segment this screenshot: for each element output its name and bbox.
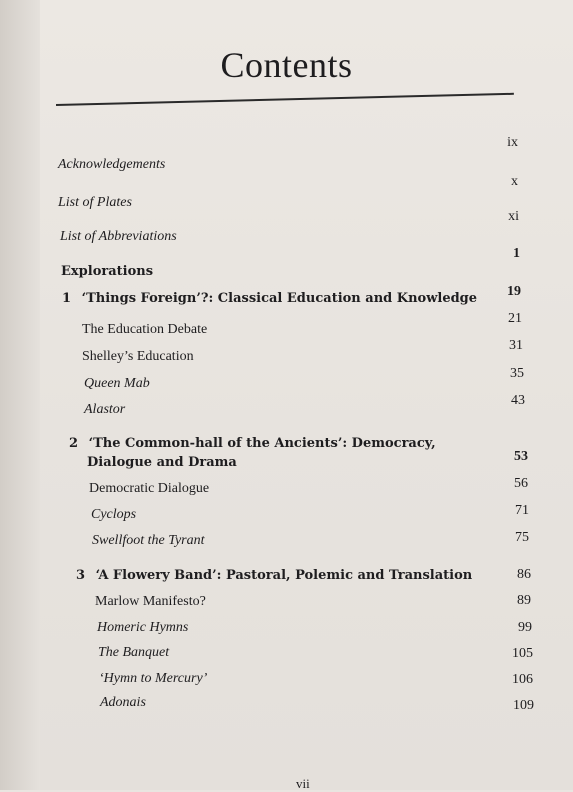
toc-section-page: 31 bbox=[509, 338, 523, 353]
chapter-1-page: 19 bbox=[507, 284, 521, 299]
chapter-title-line-2: Dialogue and Drama bbox=[87, 455, 237, 470]
toc-section: Cyclops bbox=[91, 507, 137, 522]
toc-entry-explorations: Explorations bbox=[61, 264, 154, 279]
toc-section: Swellfoot the Tyrant bbox=[92, 533, 205, 548]
toc-section: Adonais bbox=[100, 695, 146, 710]
toc-section: Alastor bbox=[84, 402, 126, 417]
toc-section: Queen Mab bbox=[84, 376, 150, 391]
toc-section: Shelley’s Education bbox=[82, 349, 194, 364]
chapter-title-line-1: ‘The Common-hall of the Ancients’: Democracy, bbox=[88, 436, 436, 451]
toc-section-page: 21 bbox=[508, 311, 522, 326]
toc-entry-acknowledgements: Acknowledgements bbox=[58, 157, 166, 172]
toc-entry-list-of-abbreviations: List of Abbreviations bbox=[60, 229, 177, 244]
page-folio: vii bbox=[296, 776, 310, 791]
toc-page-list-of-abbreviations: xi bbox=[508, 209, 519, 224]
toc-section: Democratic Dialogue bbox=[89, 481, 210, 496]
title-rule bbox=[56, 93, 514, 106]
toc-section-page: 43 bbox=[511, 393, 525, 408]
toc-section-page: 35 bbox=[510, 366, 524, 381]
page-gutter-shadow bbox=[0, 0, 40, 790]
chapter-title: ‘Things Foreign’?: Classical Education and Knowledge bbox=[81, 291, 478, 306]
chapter-3-heading bbox=[76, 568, 472, 583]
chapter-2-page: 53 bbox=[514, 449, 528, 464]
page-title: Contents bbox=[220, 45, 353, 85]
toc-page-explorations: 1 bbox=[513, 246, 520, 261]
toc-section: Marlow Manifesto? bbox=[95, 594, 206, 609]
toc-section-page: 106 bbox=[512, 672, 533, 687]
toc-section-page: 56 bbox=[514, 476, 528, 491]
chapter-title: ‘A Flowery Band’: Pastoral, Polemic and Translation bbox=[95, 568, 473, 583]
toc-page-acknowledgements: ix bbox=[507, 135, 518, 150]
toc-entry-list-of-plates: List of Plates bbox=[58, 195, 132, 210]
toc-section-page: 71 bbox=[515, 503, 529, 518]
chapter-number: 3 bbox=[76, 568, 86, 583]
chapter-number: 2 bbox=[69, 436, 79, 451]
toc-page-list-of-plates: x bbox=[511, 174, 518, 189]
toc-section-page: 105 bbox=[512, 646, 533, 661]
toc-section: Homeric Hymns bbox=[97, 620, 189, 635]
chapter-3-page: 86 bbox=[517, 567, 531, 582]
chapter-1-heading bbox=[62, 291, 477, 306]
toc-section-page: 89 bbox=[517, 593, 531, 608]
toc-section: The Education Debate bbox=[82, 322, 208, 337]
chapter-2-heading bbox=[69, 436, 436, 451]
toc-section-page: 99 bbox=[518, 620, 532, 635]
toc-section-page: 75 bbox=[515, 530, 529, 545]
toc-section: ‘Hymn to Mercury’ bbox=[99, 671, 208, 686]
chapter-number: 1 bbox=[62, 291, 72, 306]
toc-section-page: 109 bbox=[513, 698, 534, 713]
toc-section: The Banquet bbox=[98, 645, 170, 660]
